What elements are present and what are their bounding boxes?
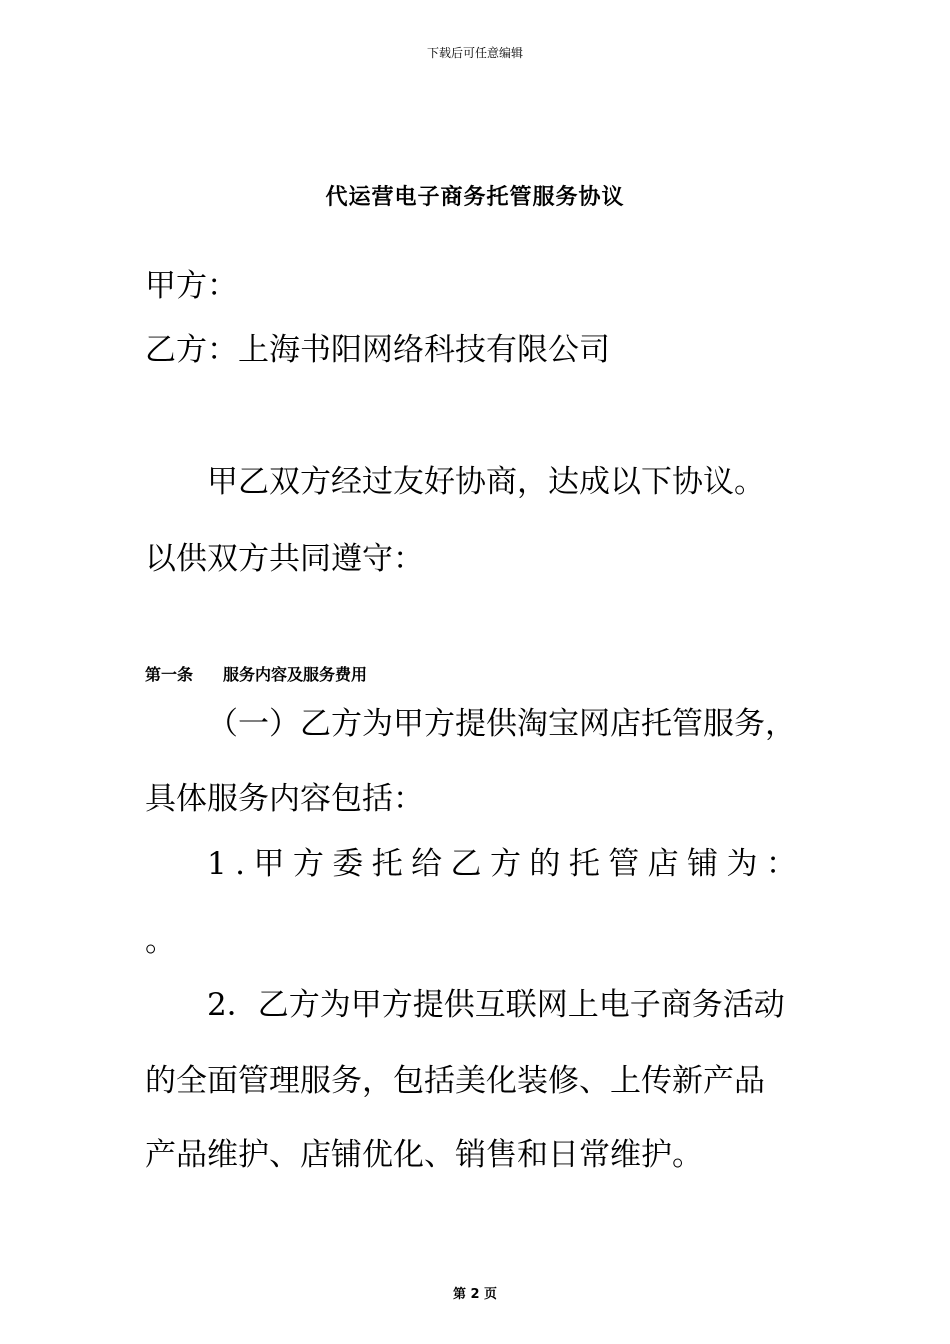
item-1-char: 管 xyxy=(608,846,640,882)
item-1-char: 托 xyxy=(568,846,600,882)
item-1-char: 甲 xyxy=(253,846,285,882)
article-number: 第一条 xyxy=(145,665,194,684)
party-b-line: 乙方：上海书阳网络科技有限公司 xyxy=(145,332,610,368)
article-1-heading xyxy=(145,662,367,685)
intro-line-2: 以供双方共同遵守： xyxy=(145,541,424,577)
item-1-char: 乙 xyxy=(450,846,482,882)
document-title: 代运营电子商务托管服务协议 xyxy=(325,185,625,210)
item-1-line xyxy=(207,844,797,884)
item-1-char: 方 xyxy=(292,846,324,882)
clause-1-line-1: （一）乙方为甲方提供淘宝网店托管服务， xyxy=(207,706,796,742)
clause-1-line-2: 具体服务内容包括： xyxy=(145,781,424,817)
item-1-char: 的 xyxy=(529,846,561,882)
item-1-char: 方 xyxy=(489,846,521,882)
item-1-char: 托 xyxy=(371,846,403,882)
item-1-continuation: 。 xyxy=(145,923,176,959)
page-number: 第 2 页 xyxy=(452,1287,498,1302)
intro-line-1: 甲乙双方经过友好协商，达成以下协议。 xyxy=(207,464,765,500)
article-title: 服务内容及服务费用 xyxy=(223,665,368,684)
item-2-line-2: 的全面管理服务，包括美化装修、上传新产品 xyxy=(145,1063,765,1099)
header-note: 下载后可任意编辑 xyxy=(426,46,523,60)
item-1-char: 给 xyxy=(411,846,443,882)
item-1-char: ： xyxy=(765,846,797,882)
item-1-char: . xyxy=(235,846,246,882)
party-a-line: 甲方： xyxy=(145,268,238,304)
item-1-char: 为 xyxy=(726,846,758,882)
item-1-char: 铺 xyxy=(687,846,719,882)
item-1-char: 1 xyxy=(207,846,227,882)
item-1-char: 委 xyxy=(332,846,364,882)
item-2-line-1: 2．乙方为甲方提供互联网上电子商务活动 xyxy=(207,987,785,1023)
item-2-line-3: 产品维护、店铺优化、销售和日常维护。 xyxy=(145,1137,703,1173)
item-1-char: 店 xyxy=(647,846,679,882)
